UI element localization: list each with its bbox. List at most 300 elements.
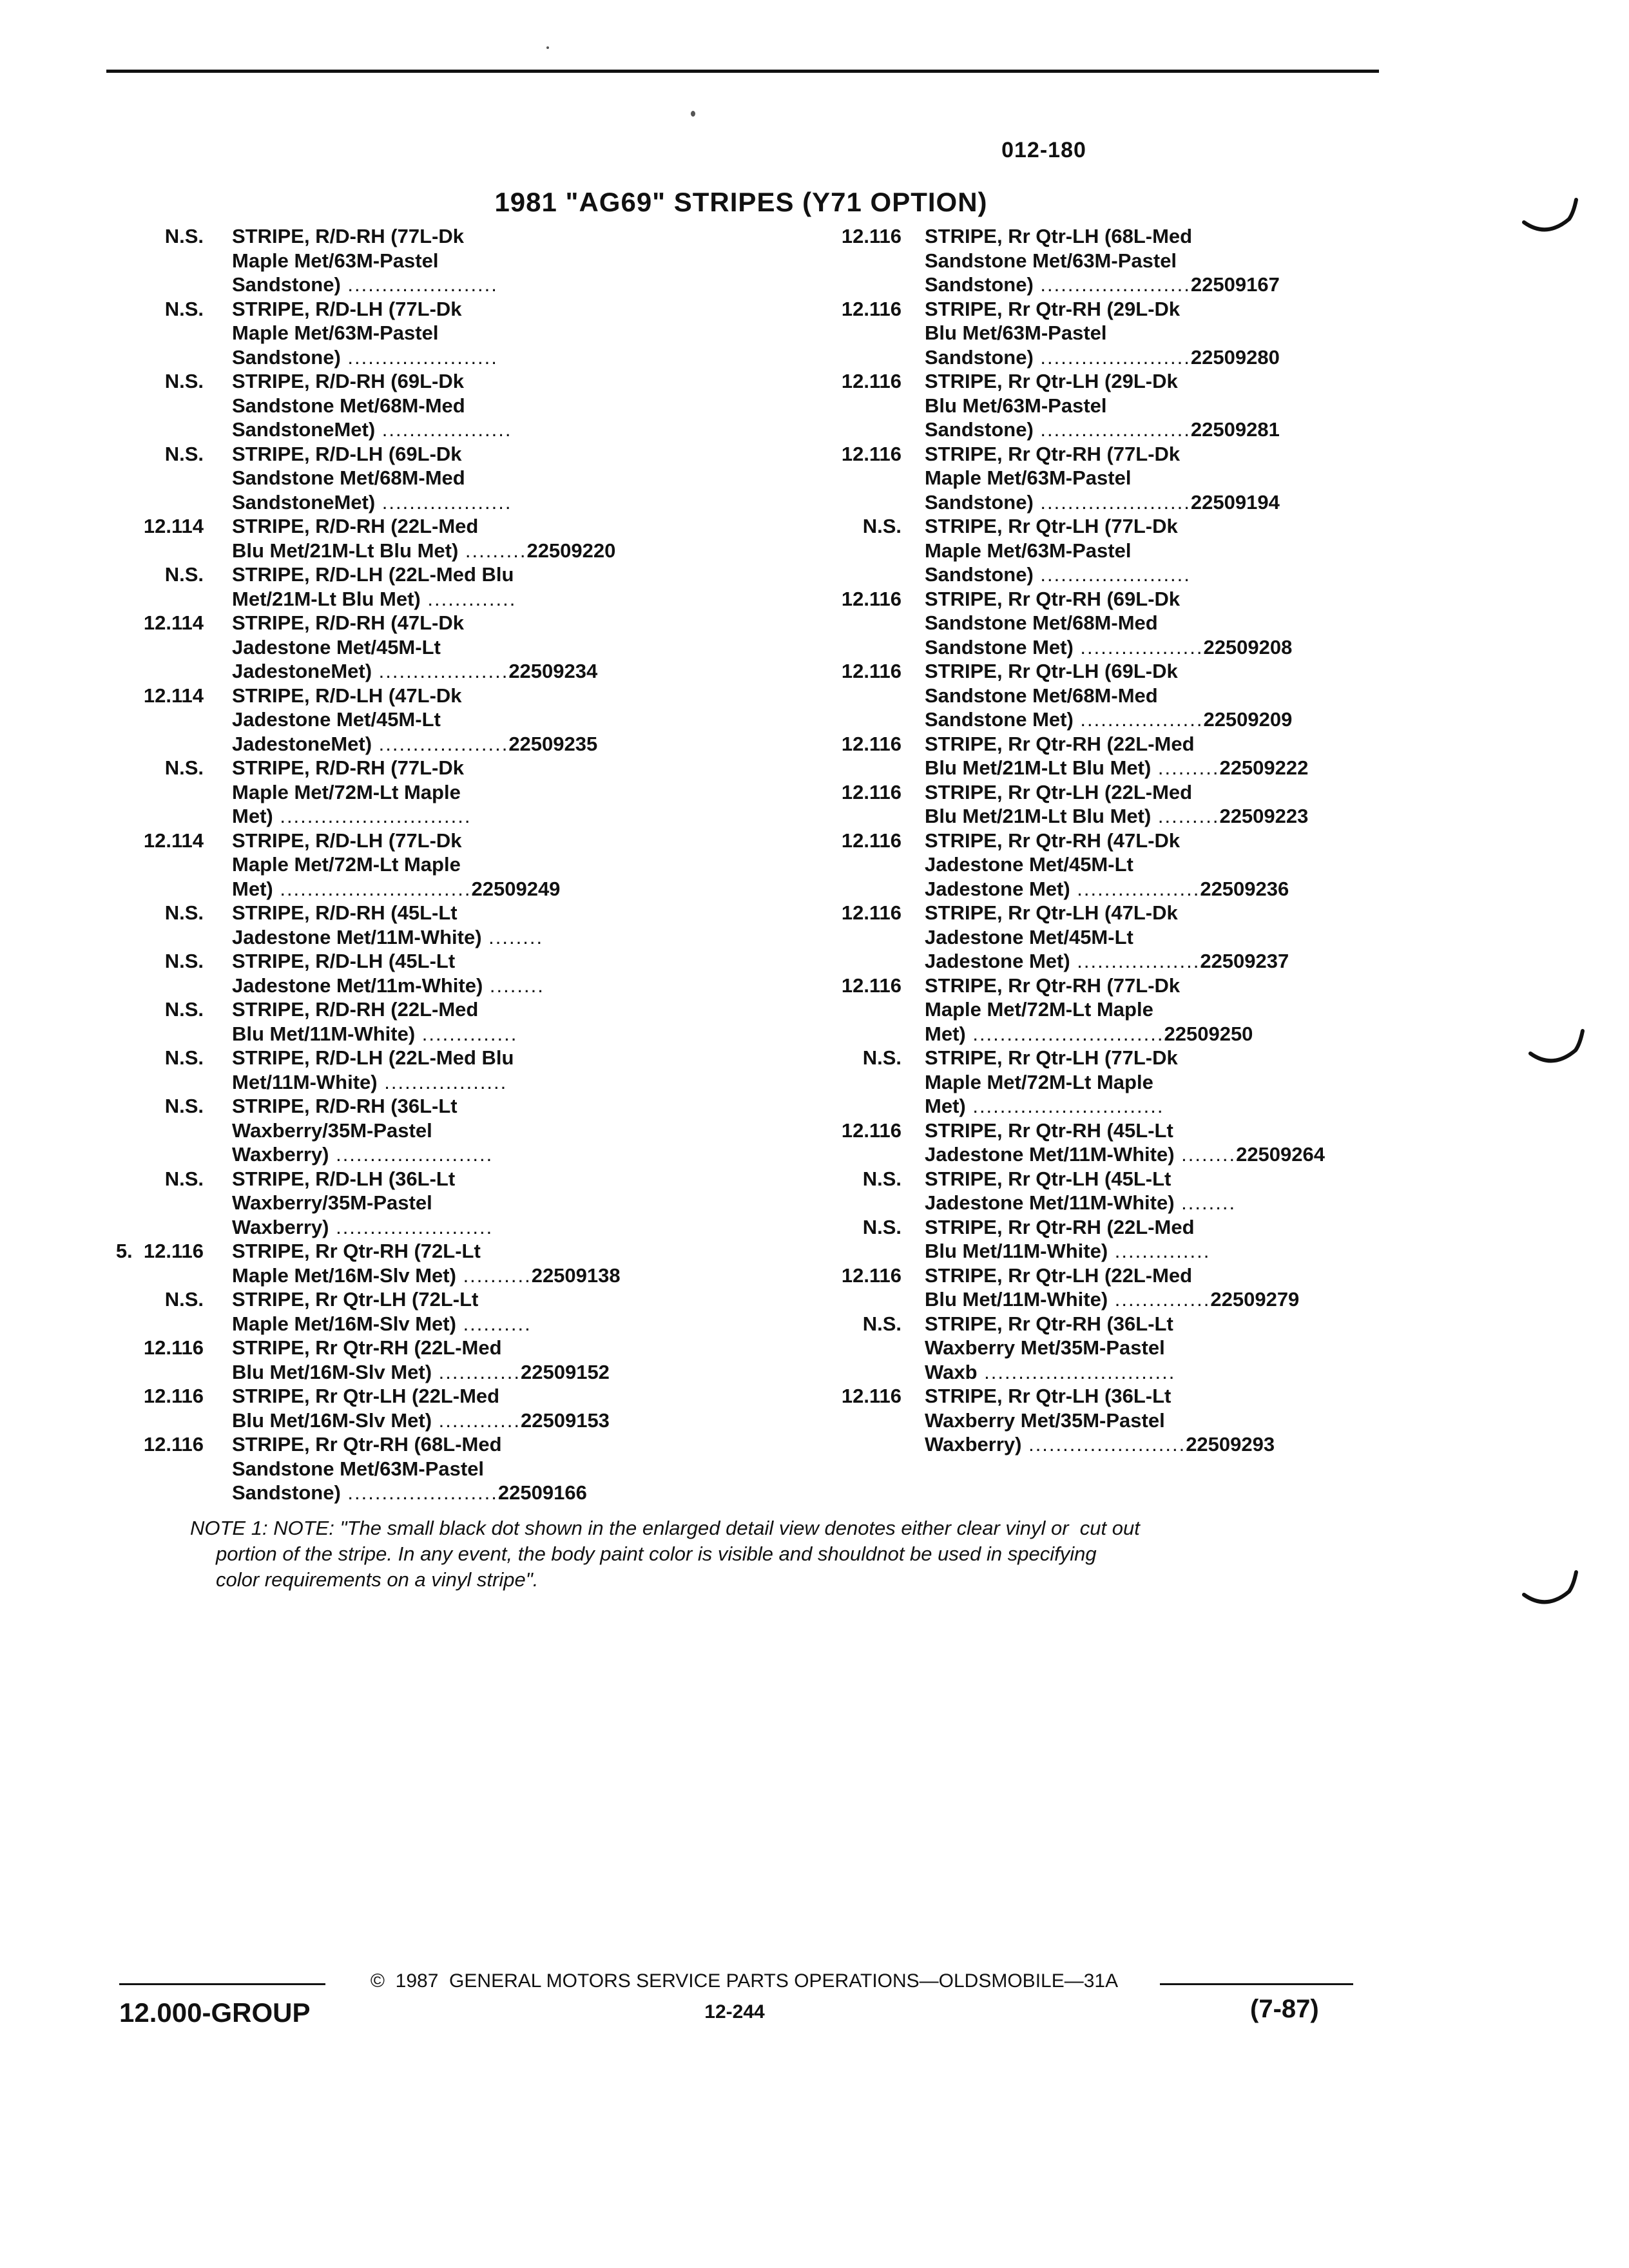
description-line [925,877,1405,901]
reference-number: N.S. [862,1215,901,1238]
part-description [232,949,715,997]
description-text: Sandstone Met/63M-Pastel [232,1457,485,1480]
part-entry [97,1094,715,1167]
description-text: Blu Met/16M-Slv Met) [232,1408,432,1432]
reference-number: N.S. [164,1046,204,1069]
description-text: Waxberry/35M-Pastel [232,1119,432,1142]
description-text: STRIPE, R/D-LH (77L-Dk [232,297,462,320]
part-number: 22509152 [521,1360,610,1383]
description-text: Waxberry) [232,1143,329,1166]
reference-number: N.S. [164,756,204,779]
part-description [925,1312,1405,1385]
part-number: 22509166 [497,1481,587,1504]
description-line [925,635,1405,660]
description-line [232,490,715,515]
description-text: Maple Met/63M-Pastel [925,466,1132,489]
description-line [232,394,715,418]
part-description [232,1336,715,1384]
part-entry [796,829,1405,901]
part-number: 22509280 [1190,345,1280,369]
description-text: Jadestone Met/45M-Lt [232,708,441,731]
dot-leader: ......... [1151,805,1220,827]
part-description [925,780,1405,829]
part-entry [796,1384,1405,1457]
description-text: STRIPE, R/D-LH (45L-Lt [232,950,456,972]
description-text: Maple Met/63M-Pastel [232,322,439,344]
reference-number: 12.116 [841,732,901,755]
description-line [232,852,715,877]
description-text: STRIPE, Rr Qtr-LH (36L-Lt [925,1385,1171,1407]
reference-number: 12.116 [841,297,901,320]
dot-leader: .......... [456,1312,532,1335]
part-number: 22509281 [1190,418,1280,441]
dot-leader: .................. [1070,950,1200,972]
part-description [925,587,1405,660]
part-description [925,442,1405,515]
page-title: 1981 "AG69" STRIPES (Y71 OPTION) [494,187,988,217]
part-number: 22509209 [1203,708,1293,731]
part-entry [796,780,1405,829]
reference-number: 12.114 [143,684,204,707]
part-entry [796,587,1405,660]
part-entry [97,829,715,901]
reference-number: 12.114 [143,611,204,634]
part-number: 22509234 [508,660,598,682]
description-text: Sandstone Met) [925,635,1074,658]
description-text: Jadestone Met/11M-White) [232,925,482,948]
description-text: STRIPE, Rr Qtr-RH (45L-Lt [925,1119,1173,1142]
description-line [232,756,715,780]
description-line [925,1022,1405,1046]
part-entry [97,369,715,442]
description-line [925,1384,1405,1408]
part-description [925,901,1405,974]
part-entry [796,659,1405,732]
dot-leader: ........ [481,925,544,948]
description-text: Met/21M-Lt Blu Met) [232,587,421,610]
description-line [925,321,1405,345]
part-description [232,997,715,1046]
dot-leader: ....................... [329,1215,494,1238]
part-entry [796,1312,1405,1385]
description-line [925,829,1405,853]
reference-number: N.S. [164,225,204,247]
part-entry [97,901,715,949]
scan-speck [546,46,549,49]
description-text: STRIPE, R/D-RH (22L-Med [232,515,479,537]
part-entry [97,756,715,829]
description-line [925,249,1405,273]
part-entry [97,1239,715,1287]
dot-leader: ...................... [1033,563,1191,586]
reference-number: N.S. [164,1167,204,1190]
description-text: STRIPE, R/D-RH (77L-Dk [232,756,464,779]
part-entry [796,514,1405,587]
part-entry [796,1119,1405,1167]
part-number: 22509236 [1200,877,1289,900]
description-line [232,418,715,442]
description-text: Sandstone Met/63M-Pastel [925,249,1177,272]
description-line [232,1094,715,1119]
description-line [232,369,715,394]
description-line [925,539,1405,563]
part-entry [796,732,1405,780]
description-text: Maple Met/16M-Slv Met) [232,1264,456,1287]
dot-leader: .......... [456,1264,532,1287]
description-line [925,418,1405,442]
description-text: Jadestone Met/45M-Lt [925,925,1133,948]
description-text: STRIPE, Rr Qtr-LH (77L-Dk [925,515,1178,537]
description-text: STRIPE, R/D-RH (36L-Lt [232,1095,458,1117]
part-description [232,514,715,562]
part-description [232,562,715,611]
description-line [232,273,715,297]
description-text: Jadestone Met) [925,950,1070,972]
dot-leader: ...................... [1033,345,1191,369]
footnote [190,1515,1337,1593]
part-description [232,684,715,756]
reference-number: N.S. [164,297,204,320]
description-text: Sandstone) [232,345,341,369]
description-text: Blu Met/11M-White) [925,1240,1108,1262]
description-text: Met) [925,1022,966,1045]
description-line [925,780,1405,805]
description-line [232,1167,715,1191]
description-text: Blu Met/63M-Pastel [925,322,1107,344]
dot-leader: ............ [432,1360,521,1383]
description-line [925,707,1405,732]
part-number: 22509223 [1219,805,1309,827]
reference-number: N.S. [862,515,901,537]
description-text: Met) [925,1095,966,1117]
description-line [232,442,715,466]
description-text: Sandstone) [232,273,341,296]
description-line [925,1191,1405,1215]
description-line [232,707,715,732]
part-entry [97,684,715,756]
reference-number: N.S. [164,998,204,1021]
dot-leader: .................. [1070,877,1200,900]
dot-leader: ........ [483,974,545,997]
reference-number: N.S. [164,563,204,586]
right-parts-column [796,224,1405,1457]
reference-number: 12.116 [143,1433,204,1456]
part-entry [796,224,1405,297]
description-line [925,1070,1405,1095]
description-text: STRIPE, R/D-LH (22L-Med Blu [232,563,514,586]
dot-leader: ............................ [273,877,472,900]
part-description [232,369,715,442]
dot-leader: ...................... [1033,273,1191,296]
description-line [925,1119,1405,1143]
description-line [232,635,715,660]
reference-number: N.S. [862,1312,901,1335]
description-line [925,562,1405,587]
description-text: STRIPE, R/D-RH (77L-Dk [232,225,464,247]
part-entry [796,1264,1405,1312]
part-entry [97,1046,715,1094]
page-code: 012-180 [1001,138,1086,162]
description-text: Sandstone Met/68M-Med [925,611,1158,634]
part-entry [796,1167,1405,1215]
reference-number: 12.116 [841,1264,901,1287]
description-line [232,1432,715,1457]
description-line [232,1384,715,1408]
part-number: 22509208 [1203,635,1293,658]
description-text: SandstoneMet) [232,418,376,441]
scan-speck [691,111,695,117]
description-text: STRIPE, Rr Qtr-RH (29L-Dk [925,297,1181,320]
description-line [925,1432,1405,1457]
description-line [232,1142,715,1167]
description-text: Jadestone Met) [925,877,1070,900]
part-number: 22509264 [1236,1143,1325,1166]
note-line: color requirements on a vinyl stripe". [216,1568,539,1591]
reference-number: 12.116 [841,587,901,610]
description-line [925,466,1405,490]
part-entry [97,1432,715,1505]
dot-leader: ...................... [340,345,498,369]
description-line [232,877,715,901]
description-line [232,249,715,273]
dot-leader: ......... [458,539,527,562]
description-text: STRIPE, Rr Qtr-RH (77L-Dk [925,974,1181,997]
description-text: Blu Met/63M-Pastel [925,394,1107,417]
part-description [232,1432,715,1505]
description-line [925,224,1405,249]
description-text: STRIPE, R/D-LH (47L-Dk [232,684,462,707]
dot-leader: .................. [1073,708,1204,731]
part-number: 22509293 [1186,1433,1275,1456]
reference-number: 12.114 [143,515,204,537]
description-text: STRIPE, Rr Qtr-RH (77L-Dk [925,442,1181,465]
description-line [232,1457,715,1481]
description-line [232,1481,715,1505]
part-entry [97,224,715,297]
description-line [232,732,715,756]
description-text: Jadestone Met/11M-White) [925,1143,1175,1166]
dot-leader: ...................... [1033,418,1191,441]
description-text: Waxberry Met/35M-Pastel [925,1408,1165,1432]
part-description [232,1167,715,1240]
description-line [925,1336,1405,1360]
description-text: Waxberry/35M-Pastel [232,1191,432,1214]
part-entry [97,611,715,684]
dot-leader: ................... [375,490,512,514]
note-line: NOTE 1: NOTE: "The small black dot shown in the enlarged detail view denotes either clear vinyl or cut out [190,1517,1140,1539]
description-line [232,829,715,853]
dot-leader: ................... [372,732,509,755]
description-line [232,901,715,925]
part-entry [796,297,1405,370]
description-text: Sandstone) [232,1481,341,1504]
part-description [925,224,1405,297]
check-mark-icon [1521,1566,1579,1611]
description-line [232,659,715,684]
description-text: STRIPE, R/D-RH (22L-Med [232,998,479,1021]
reference-number: N.S. [862,1046,901,1069]
reference-number: N.S. [164,950,204,972]
description-line [232,1022,715,1046]
left-parts-column [97,224,715,1505]
part-description [232,224,715,297]
dot-leader: ....................... [1021,1433,1186,1456]
description-text: STRIPE, Rr Qtr-LH (22L-Med [232,1385,500,1407]
dot-leader: ................... [372,660,509,682]
footer-rule-right [1160,1983,1353,1985]
description-line [232,224,715,249]
description-text: Met/11M-White) [232,1070,378,1093]
description-line [925,901,1405,925]
description-text: STRIPE, Rr Qtr-LH (72L-Lt [232,1288,479,1311]
description-line [925,1264,1405,1288]
description-text: STRIPE, Rr Qtr-RH (22L-Med [925,1215,1195,1238]
description-text: STRIPE, Rr Qtr-LH (29L-Dk [925,370,1178,392]
part-entry [97,1287,715,1336]
description-text: Jadestone Met/45M-Lt [232,635,441,658]
description-text: Maple Met/63M-Pastel [925,539,1132,562]
description-line [925,1312,1405,1336]
description-text: Sandstone) [925,418,1034,441]
part-number: 22509279 [1210,1288,1300,1311]
description-text: STRIPE, Rr Qtr-LH (77L-Dk [925,1046,1178,1069]
reference-number: 12.116 [841,370,901,392]
description-line [925,732,1405,756]
description-text: JadestoneMet) [232,732,372,755]
part-entry [796,901,1405,974]
part-entry [97,514,715,562]
dot-leader: ........ [1174,1191,1237,1214]
description-text: STRIPE, R/D-RH (45L-Lt [232,901,458,924]
description-text: Waxberry) [925,1433,1022,1456]
description-line [232,1070,715,1095]
reference-number: 12.116 [841,780,901,803]
description-text: Sandstone) [925,273,1034,296]
description-line [925,1239,1405,1264]
description-text: Blu Met/21M-Lt Blu Met) [925,805,1152,827]
dot-leader: ...................... [340,273,498,296]
part-description [925,1119,1405,1167]
description-text: Maple Met/63M-Pastel [232,249,439,272]
reference-number: N.S. [164,1288,204,1311]
description-line [925,804,1405,829]
description-line [232,514,715,539]
description-line [925,756,1405,780]
dot-leader: .............. [1108,1240,1211,1262]
description-line [925,1215,1405,1240]
description-line [925,1408,1405,1433]
description-text: Sandstone) [925,563,1034,586]
reference-number: 5. 12.116 [115,1240,204,1262]
description-text: STRIPE, Rr Qtr-RH (68L-Med [232,1433,502,1456]
description-text: STRIPE, Rr Qtr-LH (69L-Dk [925,660,1178,682]
dot-leader: .............. [1108,1288,1211,1311]
description-text: STRIPE, Rr Qtr-RH (36L-Lt [925,1312,1173,1335]
footer-rule-left [119,1983,325,1985]
description-line [232,780,715,805]
description-line [232,1360,715,1385]
part-number: 22509222 [1219,756,1309,779]
description-line [925,852,1405,877]
description-line [925,273,1405,297]
part-description [232,1384,715,1432]
footer-group: 12.000-GROUP [119,1997,311,2028]
description-text: STRIPE, Rr Qtr-LH (45L-Lt [925,1167,1171,1190]
description-text: STRIPE, R/D-LH (77L-Dk [232,829,462,852]
reference-number: N.S. [164,1095,204,1117]
footer-copyright: © 1987 GENERAL MOTORS SERVICE PARTS OPERATIONS—OLDSMOBILE—31A [370,1970,1119,1992]
reference-number: 12.116 [841,442,901,465]
description-text: STRIPE, R/D-LH (36L-Lt [232,1167,456,1190]
check-mark-icon [1527,1024,1585,1070]
description-line [925,1360,1405,1385]
part-description [925,732,1405,780]
description-line [232,997,715,1022]
reference-number: 12.116 [841,1385,901,1407]
description-line [232,1408,715,1433]
part-description [925,1264,1405,1312]
dot-leader: ....................... [329,1143,494,1166]
description-text: Blu Met/11M-White) [925,1288,1108,1311]
reference-number: 12.116 [841,660,901,682]
reference-number: 12.116 [841,974,901,997]
description-text: Jadestone Met/11M-White) [925,1191,1175,1214]
description-text: Waxberry) [232,1215,329,1238]
description-text: STRIPE, Rr Qtr-LH (47L-Dk [925,901,1178,924]
reference-number: 12.116 [143,1336,204,1359]
dot-leader: ............................ [273,805,472,827]
description-line [925,997,1405,1022]
description-text: STRIPE, R/D-RH (69L-Dk [232,370,464,392]
part-entry [97,1167,715,1240]
description-line [925,1287,1405,1312]
description-line [232,587,715,611]
description-line [925,514,1405,539]
description-line [925,659,1405,684]
description-text: STRIPE, Rr Qtr-RH (69L-Dk [925,587,1181,610]
description-line [925,587,1405,611]
reference-number: 12.116 [841,225,901,247]
description-line [232,949,715,974]
reference-number: N.S. [862,1167,901,1190]
footer-date: (7-87) [1250,1995,1319,2023]
part-number: 22509153 [521,1408,610,1432]
description-line [925,297,1405,322]
part-description [232,756,715,829]
description-line [232,297,715,322]
dot-leader: ...................... [340,1481,498,1504]
description-text: Sandstone Met/68M-Med [925,684,1158,707]
dot-leader: .................. [377,1070,508,1093]
description-text: JadestoneMet) [232,660,372,682]
reference-number: N.S. [164,901,204,924]
description-line [925,442,1405,466]
description-text: STRIPE, R/D-RH (47L-Dk [232,611,464,634]
part-description [925,1384,1405,1457]
description-text: STRIPE, Rr Qtr-RH (47L-Dk [925,829,1181,852]
description-text: Sandstone) [925,490,1034,514]
part-description [925,829,1405,901]
description-line [925,394,1405,418]
part-number: 22509220 [526,539,616,562]
description-text: Maple Met/72M-Lt Maple [925,1070,1153,1093]
description-text: Met) [232,805,273,827]
top-rule [106,70,1379,73]
dot-leader: ............................ [965,1022,1164,1045]
description-line [925,1167,1405,1191]
description-line [925,1094,1405,1119]
part-entry [97,1384,715,1432]
